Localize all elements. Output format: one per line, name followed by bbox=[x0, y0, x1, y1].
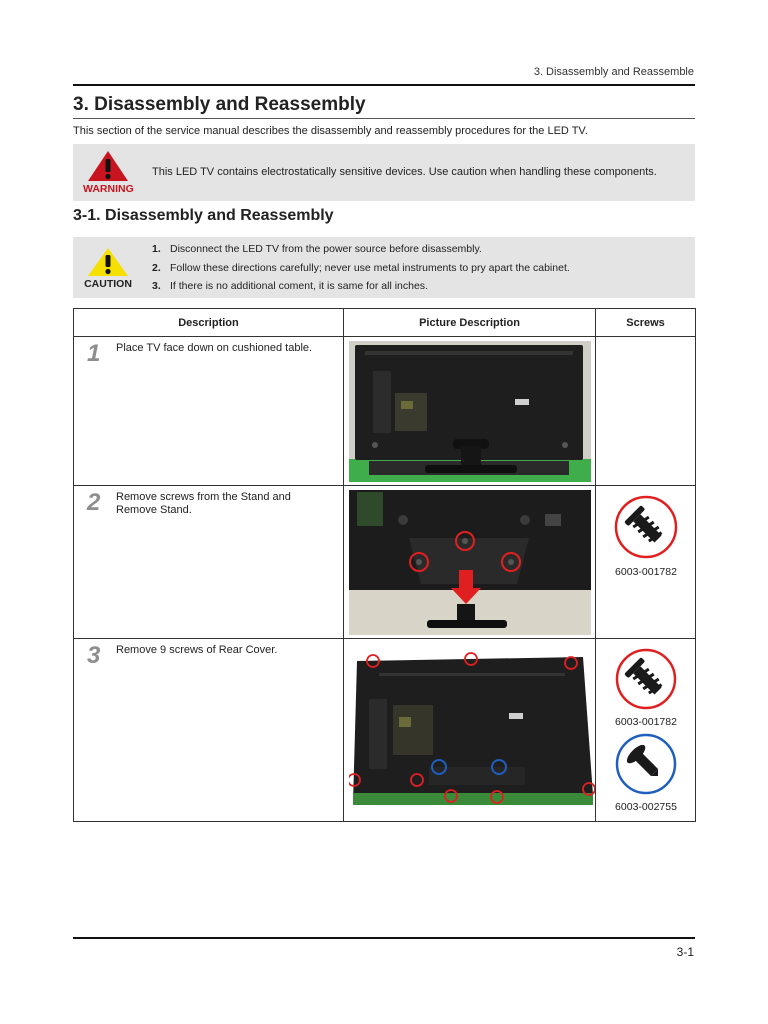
caution-label: CAUTION bbox=[84, 278, 132, 290]
step-number: 1 bbox=[87, 340, 101, 367]
screws-cell bbox=[596, 337, 696, 486]
list-item bbox=[152, 262, 570, 281]
screw-icon bbox=[613, 733, 679, 795]
picture-cell bbox=[344, 639, 596, 822]
screw-icon bbox=[613, 494, 679, 560]
screws-cell bbox=[596, 486, 696, 639]
picture-cell bbox=[344, 337, 596, 486]
step-description: Remove screws from the Stand and Remove Stand. bbox=[116, 491, 291, 516]
tv-face-down-photo bbox=[349, 341, 591, 482]
step-number: 2 bbox=[87, 489, 101, 516]
stand-screws-photo bbox=[349, 490, 591, 635]
item-number: 2. bbox=[152, 261, 161, 274]
warning-notice bbox=[73, 144, 695, 201]
caution-list bbox=[152, 243, 570, 299]
screw-code: 6003-002755 bbox=[615, 801, 677, 813]
running-header: 3. Disassembly and Reassemble bbox=[533, 66, 694, 78]
item-text: Disconnect the LED TV from the power source before disassembly. bbox=[170, 243, 482, 255]
column-header-picture: Picture Description bbox=[344, 309, 596, 337]
table-header-row bbox=[74, 309, 696, 337]
warning-block bbox=[83, 150, 133, 195]
page-number: 3-1 bbox=[676, 945, 694, 959]
table-row bbox=[74, 639, 696, 822]
step-number: 3 bbox=[87, 642, 101, 669]
item-number: 1. bbox=[152, 243, 161, 255]
item-number: 3. bbox=[152, 280, 161, 292]
description-cell bbox=[74, 337, 344, 486]
screw-item bbox=[596, 733, 696, 813]
caution-triangle-icon bbox=[87, 247, 129, 277]
caution-notice bbox=[73, 237, 695, 298]
list-item bbox=[152, 280, 570, 299]
step-description: Place TV face down on cushioned table. bbox=[116, 342, 313, 354]
warning-triangle-icon bbox=[87, 150, 129, 182]
procedure-table bbox=[73, 308, 696, 822]
page-title: 3. Disassembly and Reassembly bbox=[73, 94, 366, 115]
title-rule bbox=[73, 118, 695, 119]
screw-icon bbox=[613, 648, 679, 710]
item-text: If there is no additional coment, it is same for all inches. bbox=[170, 280, 428, 292]
screw-code: 6003-001782 bbox=[615, 566, 677, 578]
screw-code: 6003-001782 bbox=[615, 716, 677, 728]
step-description: Remove 9 screws of Rear Cover. bbox=[116, 644, 278, 656]
warning-text: This LED TV contains electrostatically sensitive devices. Use caution when handling these components. bbox=[152, 166, 657, 178]
description-cell bbox=[74, 486, 344, 639]
screw-item bbox=[596, 494, 696, 578]
screws-cell bbox=[596, 639, 696, 822]
warning-label: WARNING bbox=[83, 183, 134, 195]
item-text: Follow these directions carefully; never use metal instruments to pry apart the cabinet. bbox=[170, 261, 570, 274]
header-rule bbox=[73, 84, 695, 86]
column-header-description: Description bbox=[74, 309, 344, 337]
table-row bbox=[74, 337, 696, 486]
section-title: 3-1. Disassembly and Reassembly bbox=[73, 207, 334, 224]
picture-cell bbox=[344, 486, 596, 639]
list-item bbox=[152, 243, 570, 262]
screw-item bbox=[596, 648, 696, 728]
footer-rule bbox=[73, 937, 695, 939]
table-row bbox=[74, 486, 696, 639]
description-cell bbox=[74, 639, 344, 822]
caution-block bbox=[83, 247, 133, 290]
intro-text: This section of the service manual describes the disassembly and reassembly procedures for the LED TV. bbox=[73, 125, 588, 137]
column-header-screws: Screws bbox=[596, 309, 696, 337]
rear-cover-screws-photo bbox=[349, 643, 595, 813]
